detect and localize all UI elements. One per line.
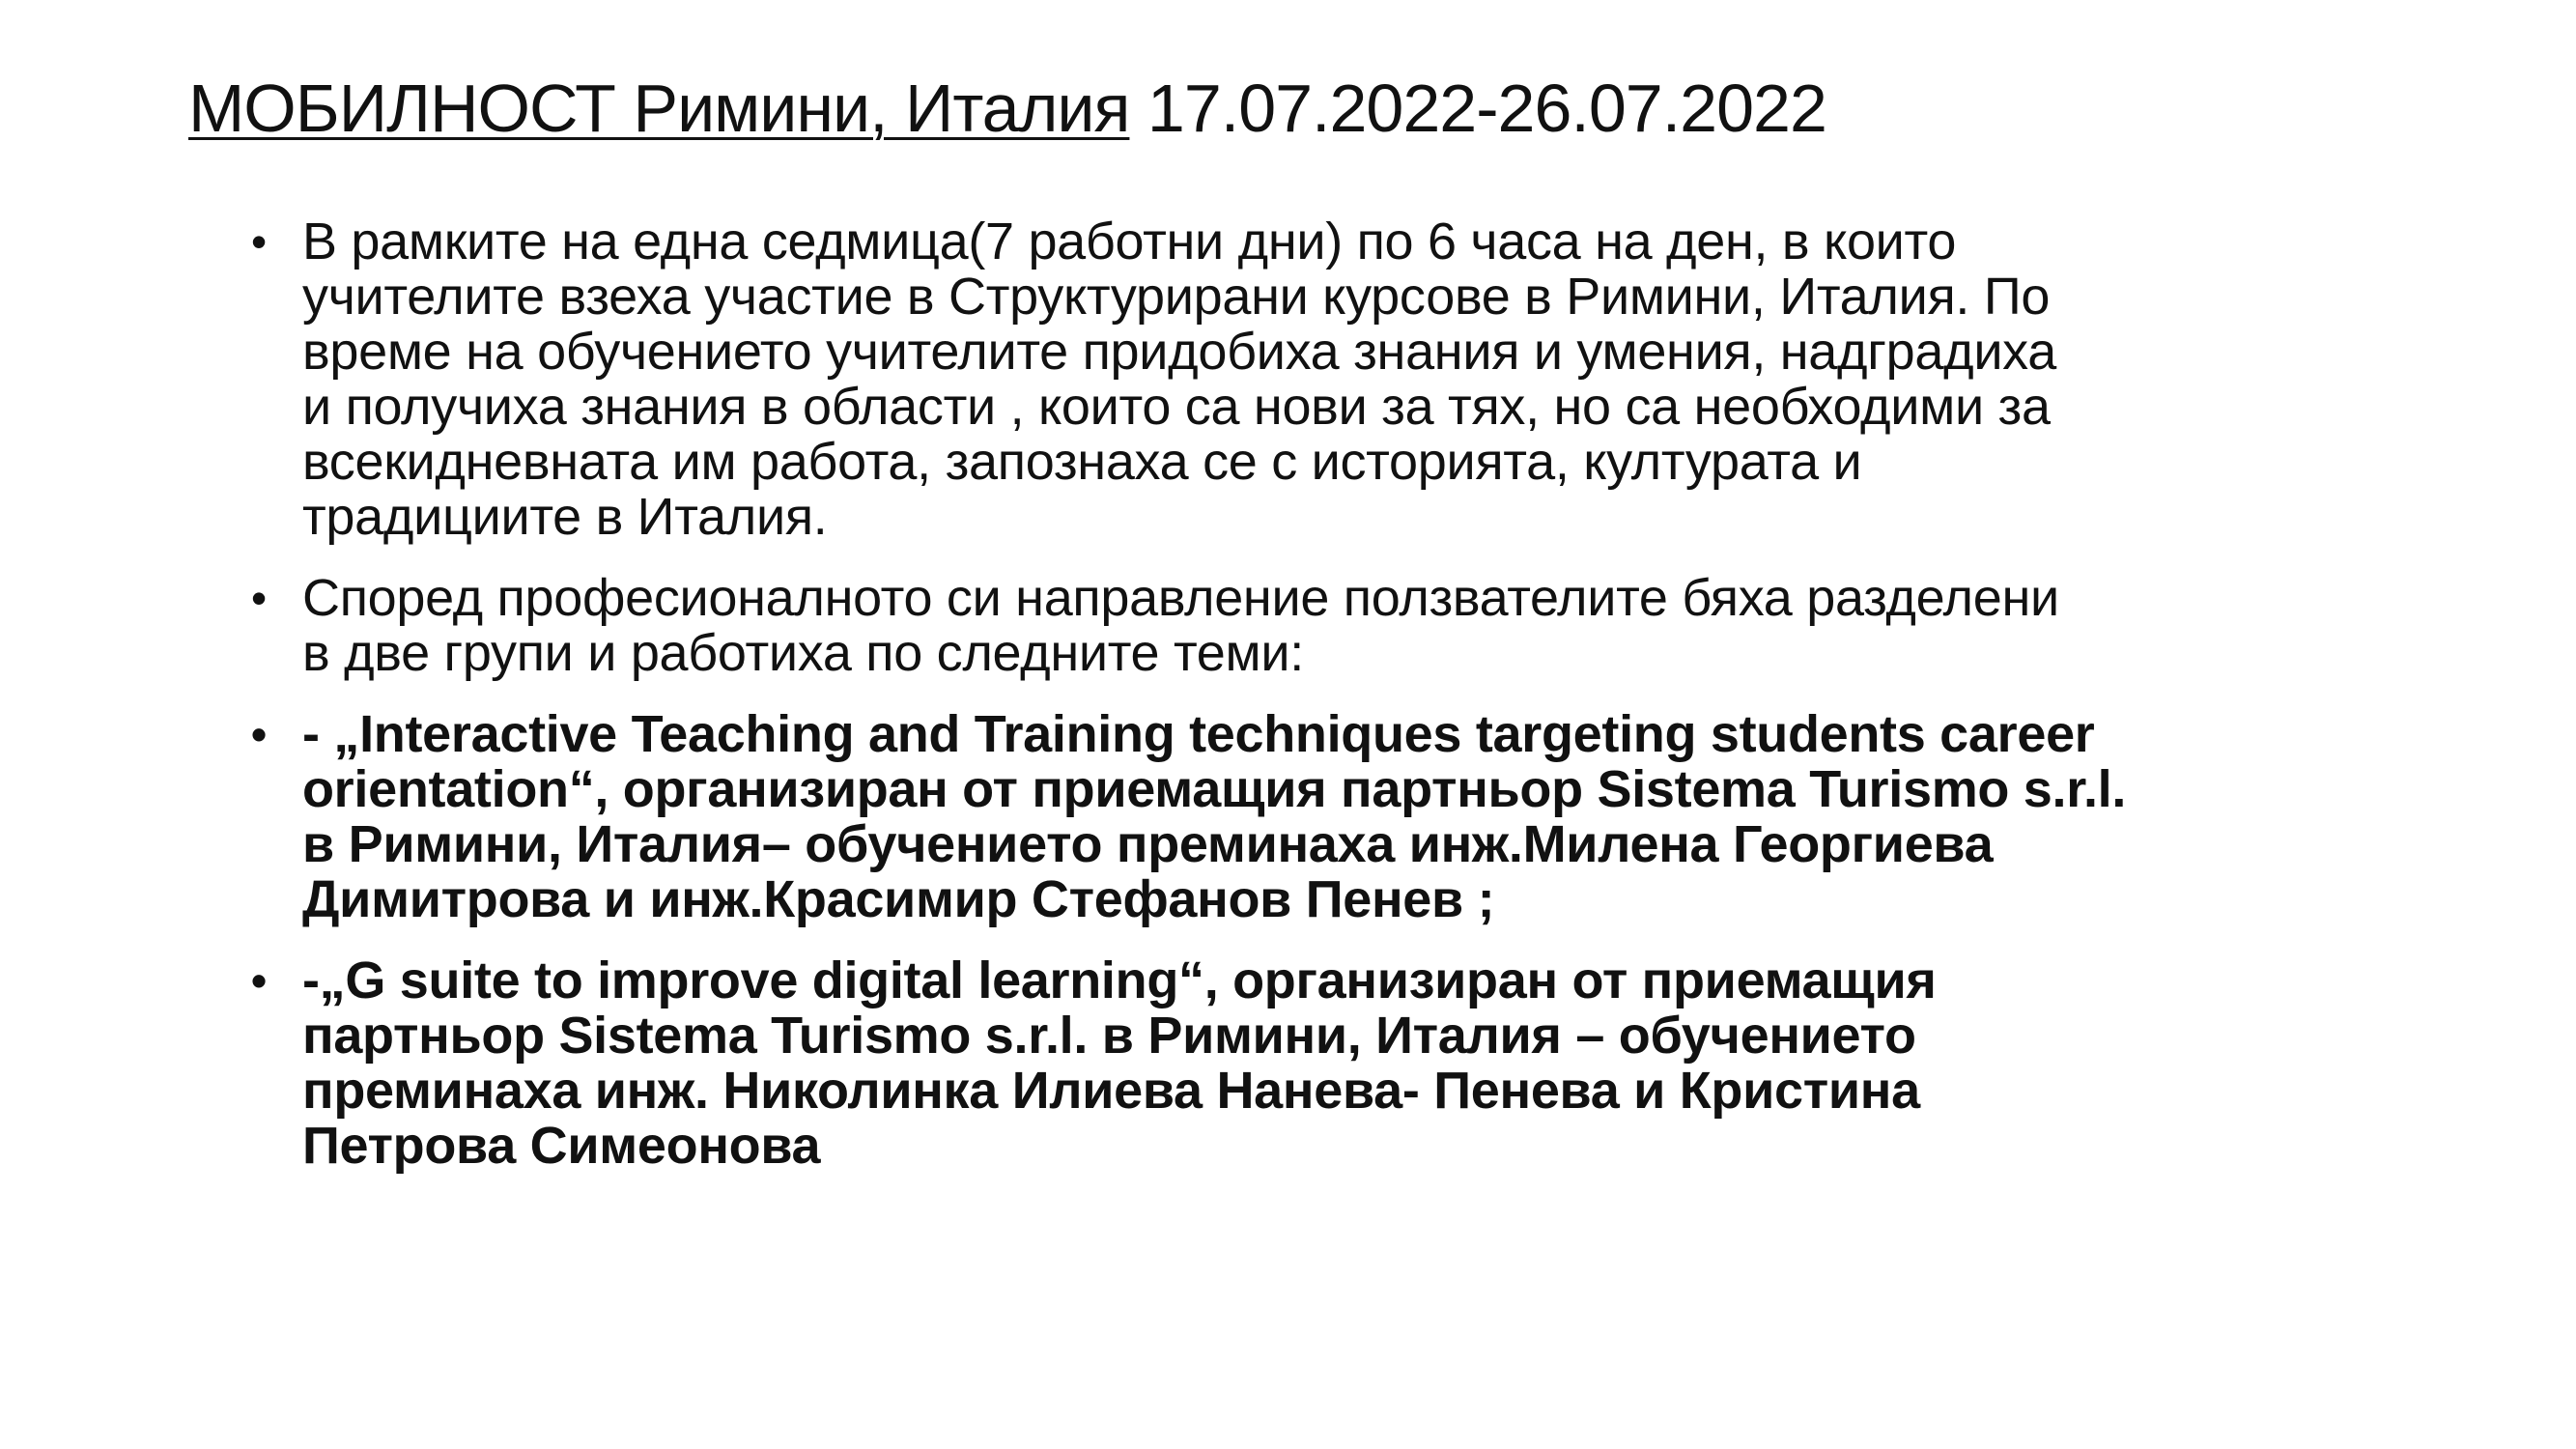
slide-title [188, 68, 1826, 149]
bullet-dot: • [251, 573, 267, 623]
bullet-item-course-interactive-teaching [251, 707, 2424, 927]
text-line: и получиха знания в области , които са нови за тях, но са необходими за [302, 378, 2051, 436]
text-line: Петрова Симеонова [302, 1117, 821, 1175]
bullet-list [251, 214, 2424, 1200]
text-line: Димитрова и инж.Красимир Стефанов Пенев ; [302, 870, 1495, 928]
text-line: в две групи и работиха по следните теми: [302, 624, 1304, 682]
text-line: В рамките на една седмица(7 работни дни) по 6 часа на ден, в които [302, 213, 1957, 270]
text-line: orientation“, организиран от приемащия партньор Sistema Turismo s.r.l. [302, 760, 2127, 818]
text-line: -„G suite to improve digital learning“, организиран от приемащия [302, 952, 1937, 1009]
text-line: време на обучението учителите придобиха знания и умения, надградиха [302, 323, 2057, 381]
text-line: всекидневната им работа, запознаха се с историята, културата и [302, 433, 1862, 491]
text-line: Според професионалното си направление ползвателите бяха разделени [302, 569, 2059, 627]
bullet-dot: • [251, 955, 267, 1006]
bullet-dot: • [251, 216, 267, 267]
bullet-dot: • [251, 709, 267, 759]
title-underlined-text: МОБИЛНОСТ Римини, Италия [188, 71, 1130, 146]
text-line: преминаха инж. Николинка Илиева Нанева- Пенева и Кристина [302, 1062, 1920, 1120]
bullet-item-groups [251, 571, 2424, 681]
text-line: в Римини, Италия– обучението преминаха инж.Милена Георгиева [302, 815, 1994, 873]
bullet-item-course-g-suite [251, 953, 2424, 1174]
bullet-item-program [251, 214, 2424, 545]
title-dates: 17.07.2022-26.07.2022 [1129, 71, 1826, 146]
text-line: партньор Sistema Turismo s.r.l. в Римини, Италия – обучението [302, 1007, 1916, 1065]
text-line: учителите взеха участие в Структурирани курсове в Римини, Италия. По [302, 268, 2051, 326]
text-line: - „Interactive Teaching and Training techniques targeting students career [302, 705, 2095, 763]
text-line: традициите в Италия. [302, 488, 828, 546]
